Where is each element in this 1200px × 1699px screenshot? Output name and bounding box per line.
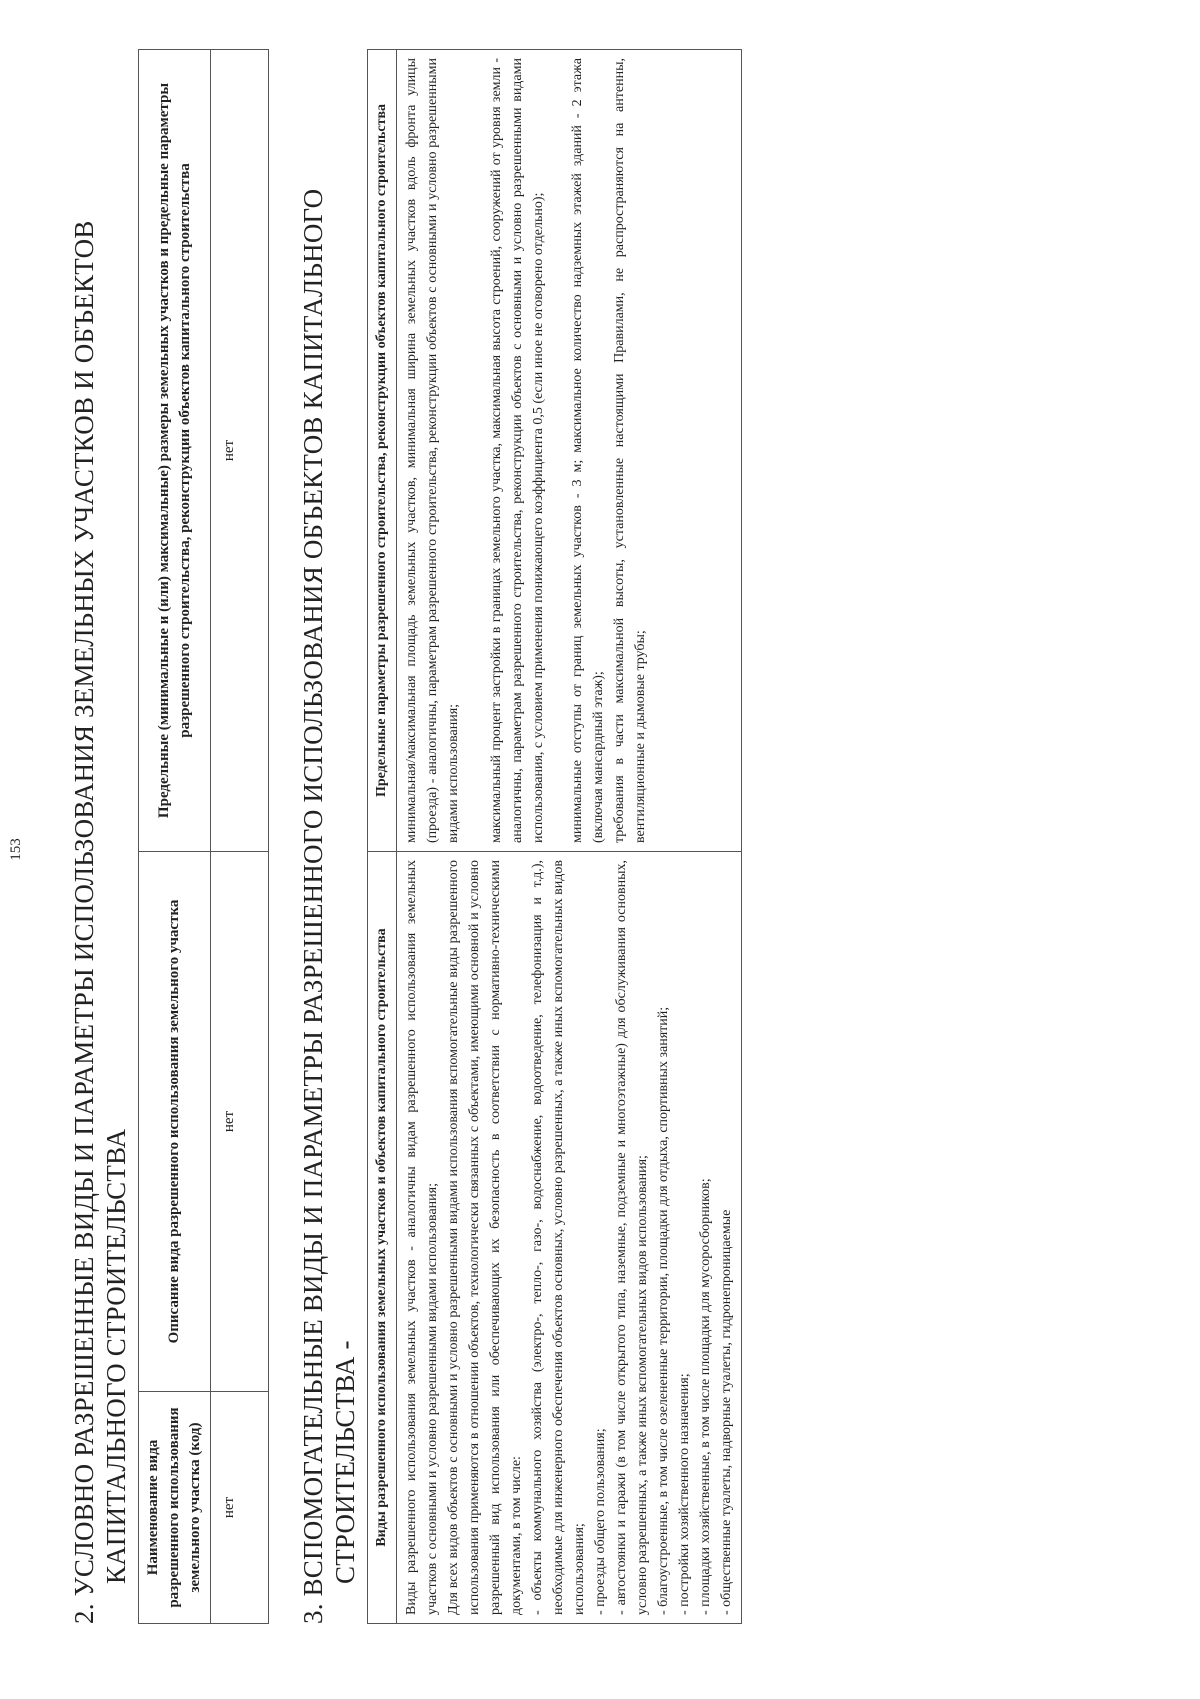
use-types-paragraph: - автостоянки и гаражи (в том числе открытого типа, наземные, подземные и многоэтажные) для обслуживания основных, условно разрешенных, а также иных вспомогательных видов использования; [614,860,650,1615]
section-3-title-line1: 3. ВСПОМОГАТЕЛЬНЫЕ ВИДЫ И ПАРАМЕТРЫ РАЗРЕШЕННОГО ИСПОЛЬЗОВАНИЯ ОБЪЕКТОВ КАПИТАЛЬНОГО [298,188,328,1624]
header-use-types: Виды разрешенного использования земельных участков и объектов капитального строительства [368,852,397,1624]
page-content [68,49,742,1624]
use-types-paragraph: - общественные туалеты, надворные туалеты, гидронепроницаемые [719,1209,734,1615]
use-types-paragraph: - благоустроенные, в том числе озелененные территории, площадки для отдыха, спортивных занятий; [656,1006,671,1615]
limits-paragraph: требования в части максимальной высоты, установленные настоящими Правилами, не распространяются на антенны, вентиляционные и дымовые трубы; [612,58,648,843]
use-types-paragraph: - объекты коммунального хозяйства (электро-, тепло-, газо-, водоснабжение, водоотведение, телефонизация и т.д.), необходимые для инженерного обеспечения объектов основных, условно разрешенных, а также иных вспомогательных видов использования; [530,860,587,1615]
section-2-title-line1: 2. УСЛОВНО РАЗРЕШЕННЫЕ ВИДЫ И ПАРАМЕТРЫ ИСПОЛЬЗОВАНИЯ ЗЕМЕЛЬНЫХ УЧАСТКОВ И ОБЪЕКТОВ [69,220,99,1624]
table-row [211,50,269,1624]
section-2-title-line2: КАПИТАЛЬНОГО СТРОИТЕЛЬСТВА [101,1128,131,1584]
table-row [397,50,742,1624]
cell-use-description: нет [211,852,269,1392]
section-3-title-line2: СТРОИТЕЛЬСТВА - [330,1340,360,1584]
page-number: 153 [8,838,24,861]
cell-use-types [397,852,742,1624]
header-use-name: Наименование вида разрешенного использования земельного участка (код) [139,1392,211,1624]
use-types-paragraph: Виды разрешенного использования земельных участков - аналогичны видам разрешенного использования земельных участков с основными и условно разрешенными видами использования; [404,860,440,1615]
header-use-description: Описание вида разрешенного использования земельного участка [139,852,211,1392]
cell-limit-parameters: нет [211,50,269,852]
header-construction-limits: Предельные параметры разрешенного строительства, реконструкции объектов капитального строительства [368,50,397,852]
section-2-title [68,49,132,1624]
use-types-paragraph: - площадки хозяйственные, в том числе площадки для мусоросборников; [698,1178,713,1615]
limits-paragraph: максимальный процент застройки в границах земельного участка, максимальная высота строений, сооружений от уровня земли - аналогичны, параметрам разрешенного строительства, реконструкции объектов с основными и условно разрешенными видами использования, с условием применения понижающего коэффициента 0,5 (если иное не оговорено отдельно); [489,58,546,843]
cell-construction-limits [397,50,742,852]
use-types-paragraph: - постройки хозяйственного назначения; [677,1373,692,1615]
table-header-row [368,50,397,1624]
limits-paragraph: минимальная/максимальная площадь земельных участков, минимальная ширина земельных участков вдоль фронта улицы (проезда) - аналогичны, параметрам разрешенного строительства, реконструкции объектов с основными и условно разрешенными видами использования; [404,58,461,843]
cell-use-name: нет [211,1392,269,1624]
table-header-row [139,50,211,1624]
use-types-paragraph: - проезды общего пользования; [593,1428,608,1615]
auxiliary-use-table [367,49,742,1624]
conditional-use-table [138,49,269,1624]
use-types-paragraph: Для всех видов объектов с основными и условно разрешенными видами использования вспомогательные виды разрешенного использования применяются в отношении объектов, технологически связанных с объектами, имеющими основной и условно разрешенный вид использования или обеспечивающих их безопасность в соответствии с нормативно-техническими документами, в том числе: [446,860,524,1615]
limits-paragraph: минимальные отступы от границ земельных участков - 3 м; максимальное количество надземных этажей зданий - 2 этажа (включая мансардный этаж); [570,58,606,843]
section-3-title [297,49,361,1624]
header-limit-parameters: Предельные (минимальные и (или) максимальные) размеры земельных участков и предельные параметры разрешенного строительства, реконструкции объектов капитального строительства [139,50,211,852]
